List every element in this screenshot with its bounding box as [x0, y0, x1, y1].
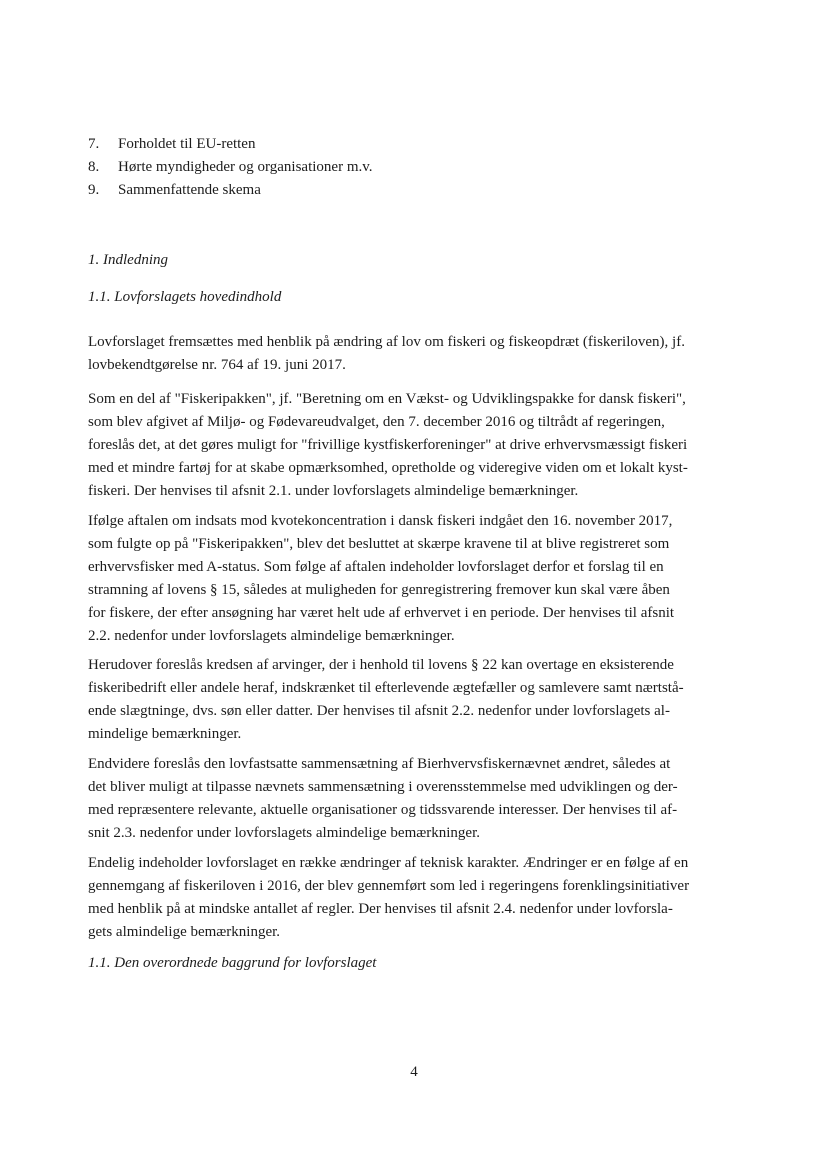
paragraph-1 — [88, 331, 748, 377]
text-line: Lovforslaget fremsættes med henblik på ændring af lov om fiskeri og fiskeopdræt (fiskeriloven), jf. — [88, 334, 685, 350]
toc-item — [88, 133, 373, 156]
text-line: Endvidere foreslås den lovfastsatte sammensætning af Bierhvervsfiskernævnet ændret, således at — [88, 756, 671, 772]
text-line: fiskeribedrift eller andele heraf, indskrænket til efterlevende ægtefæller og samlevere samt nærtstå- — [88, 680, 684, 696]
text-line: med henblik på at mindske antallet af regler. Der henvises til afsnit 2.4. nedenfor under lovforsla- — [88, 901, 673, 917]
toc-label: Hørte myndigheder og organisationer m.v. — [118, 159, 373, 175]
text-line: som blev afgivet af Miljø- og Fødevareudvalget, den 7. december 2016 og tiltrådt af regeringen, — [88, 414, 665, 430]
section-heading-indledning: 1. Indledning — [88, 252, 168, 268]
text-line: Herudover foreslås kredsen af arvinger, der i henhold til lovens § 22 kan overtage en eksisterende — [88, 657, 674, 673]
toc-number: 8. — [88, 159, 100, 175]
section-heading-hovedindhold: 1.1. Lovforslagets hovedindhold — [88, 289, 282, 305]
text-line: erhvervsfisker med A-status. Som følge af aftalen indeholder lovforslaget derfor et forslag til en — [88, 559, 664, 575]
toc-label: Forholdet til EU-retten — [118, 136, 256, 152]
text-line: ende slægtninge, dvs. søn eller datter. Der henvises til afsnit 2.2. nedenfor under lovforslagets al- — [88, 703, 670, 719]
paragraph-6 — [88, 852, 748, 944]
section-heading-baggrund: 1.1. Den overordnede baggrund for lovforslaget — [88, 955, 377, 971]
paragraph-3 — [88, 510, 748, 648]
toc-label: Sammenfattende skema — [118, 182, 261, 198]
table-of-contents — [88, 133, 373, 202]
text-line: med repræsentere relevante, aktuelle organisationer og tidssvarende interesser. Der henvises til af- — [88, 802, 678, 818]
text-line: for fiskere, der efter ansøgning har været helt ude af erhvervet i en periode. Der henvises til afsnit — [88, 605, 675, 621]
text-line: 2.2. nedenfor under lovforslagets almindelige bemærkninger. — [88, 628, 455, 644]
toc-item — [88, 179, 373, 202]
text-line: snit 2.3. nedenfor under lovforslagets almindelige bemærkninger. — [88, 825, 480, 841]
toc-item — [88, 156, 373, 179]
text-line: som fulgte op på "Fiskeripakken", blev det besluttet at skærpe kravene til at blive registreret som — [88, 536, 670, 552]
page-number: 4 — [410, 1064, 418, 1080]
paragraph-4 — [88, 654, 748, 746]
text-line: med et mindre fartøj for at skabe opmærksomhed, opretholde og videregive viden om et lokalt kyst- — [88, 460, 688, 476]
text-line: det bliver muligt at tilpasse nævnets sammensætning i overensstemmelse med udviklingen og der- — [88, 779, 678, 795]
text-line: fiskeri. Der henvises til afsnit 2.1. under lovforslagets almindelige bemærkninger. — [88, 483, 579, 499]
text-line: gets almindelige bemærkninger. — [88, 924, 281, 940]
text-line: lovbekendtgørelse nr. 764 af 19. juni 2017. — [88, 357, 346, 373]
text-line: stramning af lovens § 15, således at muligheden for genregistrering fremover kun skal være åben — [88, 582, 670, 598]
toc-number: 7. — [88, 136, 100, 152]
paragraph-2 — [88, 388, 748, 503]
text-line: gennemgang af fiskeriloven i 2016, der blev gennemført som led i regeringens forenklingsinitiativer — [88, 878, 690, 894]
text-line: mindelige bemærkninger. — [88, 726, 242, 742]
paragraph-5 — [88, 753, 748, 845]
toc-number: 9. — [88, 182, 100, 198]
text-line: Endelig indeholder lovforslaget en række ændringer af teknisk karakter. Ændringer er en følge af en — [88, 855, 689, 871]
text-line: foreslås det, at det gøres muligt for "frivillige kystfiskerforeninger" at drive erhvervsmæssigt fiskeri — [88, 437, 688, 453]
text-line: Ifølge aftalen om indsats mod kvotekoncentration i dansk fiskeri indgået den 16. november 2017, — [88, 513, 673, 529]
text-line: Som en del af "Fiskeripakken", jf. "Beretning om en Vækst- og Udviklingspakke for dansk fiskeri", — [88, 391, 686, 407]
